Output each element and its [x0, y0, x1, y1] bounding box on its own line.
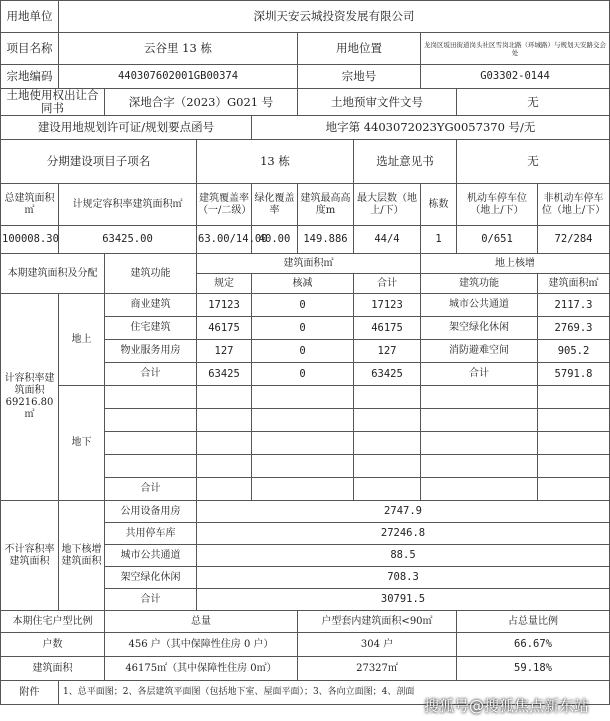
core-func-cell: 消防避难空间	[421, 340, 538, 363]
parcel-code-value: 440307602001GB00374	[59, 65, 298, 89]
empty-cell	[105, 432, 197, 455]
empty-cell	[197, 386, 252, 409]
land-pre-value: 无	[457, 89, 610, 116]
empty-cell	[252, 432, 354, 455]
indicator-value: 63.00/14.00	[197, 226, 252, 254]
indicator-header: 建筑覆盖率（一/二级）	[197, 184, 252, 226]
housing-small-header: 户型套内建筑面积<90㎡	[298, 611, 457, 633]
empty-cell	[252, 478, 354, 501]
below-total-label: 合计	[105, 478, 197, 501]
non-far-label: 不计容积率建筑面积	[1, 501, 59, 611]
indicator-value: 40.00	[252, 226, 298, 254]
non-far-area-cell: 30791.5	[197, 589, 610, 611]
indicator-value: 0/651	[457, 226, 538, 254]
plan-header: 规定	[197, 274, 252, 294]
non-far-area-cell: 708.3	[197, 567, 610, 589]
total-cell: 127	[354, 340, 421, 363]
empty-cell	[197, 478, 252, 501]
land-cert-value: 深地合字（2023）G021 号	[105, 89, 298, 116]
project-value: 云谷里 13 栋	[59, 33, 298, 65]
core-header: 地上核增	[421, 254, 610, 274]
housing-total-header: 总量	[105, 611, 298, 633]
indicator-header: 非机动车停车位（地上/下）	[538, 184, 610, 226]
core-area-header: 建筑面积㎡	[538, 274, 610, 294]
unit-value: 深圳天安云城投资发展有限公司	[59, 1, 610, 33]
land-pre-label: 土地预审文件文号	[298, 89, 457, 116]
empty-cell	[197, 409, 252, 432]
func-cell: 商业建筑	[105, 294, 197, 317]
housing-total-cell: 456 户（其中保障性住房 0 户）	[105, 633, 298, 657]
func-cell: 合计	[105, 363, 197, 386]
empty-cell	[421, 455, 538, 478]
indicator-header: 最大层数（地上/下）	[354, 184, 421, 226]
empty-cell	[354, 455, 421, 478]
empty-cell	[252, 455, 354, 478]
empty-cell	[252, 409, 354, 432]
area-header: 建筑面积㎡	[197, 254, 421, 274]
indicator-header: 绿化覆盖率	[252, 184, 298, 226]
phase-value: 13 栋	[197, 140, 354, 184]
housing-row-label: 户数	[1, 633, 105, 657]
housing-label: 本期住宅户型比例	[1, 611, 105, 633]
housing-ratio-header: 占总量比例	[457, 611, 610, 633]
indicator-header: 机动车停车位（地上/下）	[457, 184, 538, 226]
indicator-header: 总建筑面积㎡	[1, 184, 59, 226]
func-cell: 城市公共通道	[105, 545, 197, 567]
indicator-header: 计规定容积率建筑面积㎡	[59, 184, 197, 226]
housing-ratio-cell: 66.67%	[457, 633, 610, 657]
housing-total-cell: 46175㎡（其中保障性住房 0㎡）	[105, 657, 298, 681]
land-cert-label: 土地使用权出让合同书	[1, 89, 105, 116]
site-label: 选址意见书	[354, 140, 457, 184]
underground-core-label: 地下核增建筑面积	[59, 501, 105, 611]
non-far-area-cell: 27246.8	[197, 523, 610, 545]
indicator-header: 栋数	[421, 184, 457, 226]
plan-cell: 17123	[197, 294, 252, 317]
core-func-cell: 城市公共通道	[421, 294, 538, 317]
indicator-value: 149.886	[298, 226, 354, 254]
parcel-no-value: G03302-0144	[421, 65, 610, 89]
empty-cell	[354, 386, 421, 409]
total-cell: 17123	[354, 294, 421, 317]
core-area-cell: 2769.3	[538, 317, 610, 340]
non-far-area-cell: 88.5	[197, 545, 610, 567]
func-cell: 住宅建筑	[105, 317, 197, 340]
permit-label: 建设用地规划许可证/规划要点函号	[1, 116, 252, 140]
empty-cell	[538, 409, 610, 432]
func-cell: 合计	[105, 589, 197, 611]
indicator-value: 72/284	[538, 226, 610, 254]
func-cell: 共用停车库	[105, 523, 197, 545]
empty-cell	[354, 478, 421, 501]
empty-cell	[538, 478, 610, 501]
verify-cell: 0	[252, 317, 354, 340]
location-value: 龙岗区坂田街道岗头社区雪岗北路（环城路）与规划天安路交会处	[421, 33, 610, 65]
plan-cell: 46175	[197, 317, 252, 340]
empty-cell	[105, 409, 197, 432]
empty-cell	[105, 455, 197, 478]
plan-cell: 63425	[197, 363, 252, 386]
empty-cell	[354, 409, 421, 432]
below-ground-label: 地下	[59, 386, 105, 501]
empty-cell	[421, 386, 538, 409]
indicator-value: 1	[421, 226, 457, 254]
core-func-cell: 合计	[421, 363, 538, 386]
verify-header: 核减	[252, 274, 354, 294]
far-area-label: 计容积率建筑面积 69216.80㎡	[1, 294, 59, 501]
empty-cell	[421, 409, 538, 432]
func-cell: 架空绿化休闲	[105, 567, 197, 589]
unit-label: 用地单位	[1, 1, 59, 33]
empty-cell	[354, 432, 421, 455]
func-cell: 公用设备用房	[105, 501, 197, 523]
plan-cell: 127	[197, 340, 252, 363]
core-area-cell: 5791.8	[538, 363, 610, 386]
project-label: 项目名称	[1, 33, 59, 65]
housing-ratio-cell: 59.18%	[457, 657, 610, 681]
indicator-value: 100008.30	[1, 226, 59, 254]
empty-cell	[421, 432, 538, 455]
phase-label: 分期建设项目子项名	[1, 140, 197, 184]
core-func-cell: 架空绿化休闲	[421, 317, 538, 340]
above-ground-label: 地上	[59, 294, 105, 386]
empty-cell	[538, 432, 610, 455]
func-header: 建筑功能	[105, 254, 197, 294]
empty-cell	[252, 386, 354, 409]
empty-cell	[421, 478, 538, 501]
indicator-header: 建筑最高高度m	[298, 184, 354, 226]
housing-small-cell: 304 户	[298, 633, 457, 657]
func-cell: 物业服务用房	[105, 340, 197, 363]
non-far-area-cell: 2747.9	[197, 501, 610, 523]
empty-cell	[197, 432, 252, 455]
empty-cell	[538, 455, 610, 478]
area-section-label: 本期建筑面积及分配	[1, 254, 105, 294]
attachment-label: 附件	[1, 681, 59, 705]
site-value: 无	[457, 140, 610, 184]
core-area-cell: 2117.3	[538, 294, 610, 317]
indicator-value: 44/4	[354, 226, 421, 254]
empty-cell	[197, 455, 252, 478]
total-cell: 63425	[354, 363, 421, 386]
watermark: 搜狐号@搜狐焦点新东站	[423, 697, 589, 715]
attachment-text: 1、总平面图；2、各层建筑平面图（包括地下室、屋面平面）；3、各向立面图；4、剖面	[59, 681, 610, 705]
core-func-header: 建筑功能	[421, 274, 538, 294]
empty-cell	[538, 386, 610, 409]
housing-small-cell: 27327㎡	[298, 657, 457, 681]
housing-row-label: 建筑面积	[1, 657, 105, 681]
core-area-cell: 905.2	[538, 340, 610, 363]
indicator-value: 63425.00	[59, 226, 197, 254]
parcel-no-label: 宗地号	[298, 65, 421, 89]
verify-cell: 0	[252, 363, 354, 386]
parcel-code-label: 宗地编码	[1, 65, 59, 89]
total-header: 合计	[354, 274, 421, 294]
verify-cell: 0	[252, 340, 354, 363]
verify-cell: 0	[252, 294, 354, 317]
empty-cell	[105, 386, 197, 409]
total-cell: 46175	[354, 317, 421, 340]
permit-value: 地字第 4403072023YG0057370 号/无	[252, 116, 610, 140]
location-label: 用地位置	[298, 33, 421, 65]
